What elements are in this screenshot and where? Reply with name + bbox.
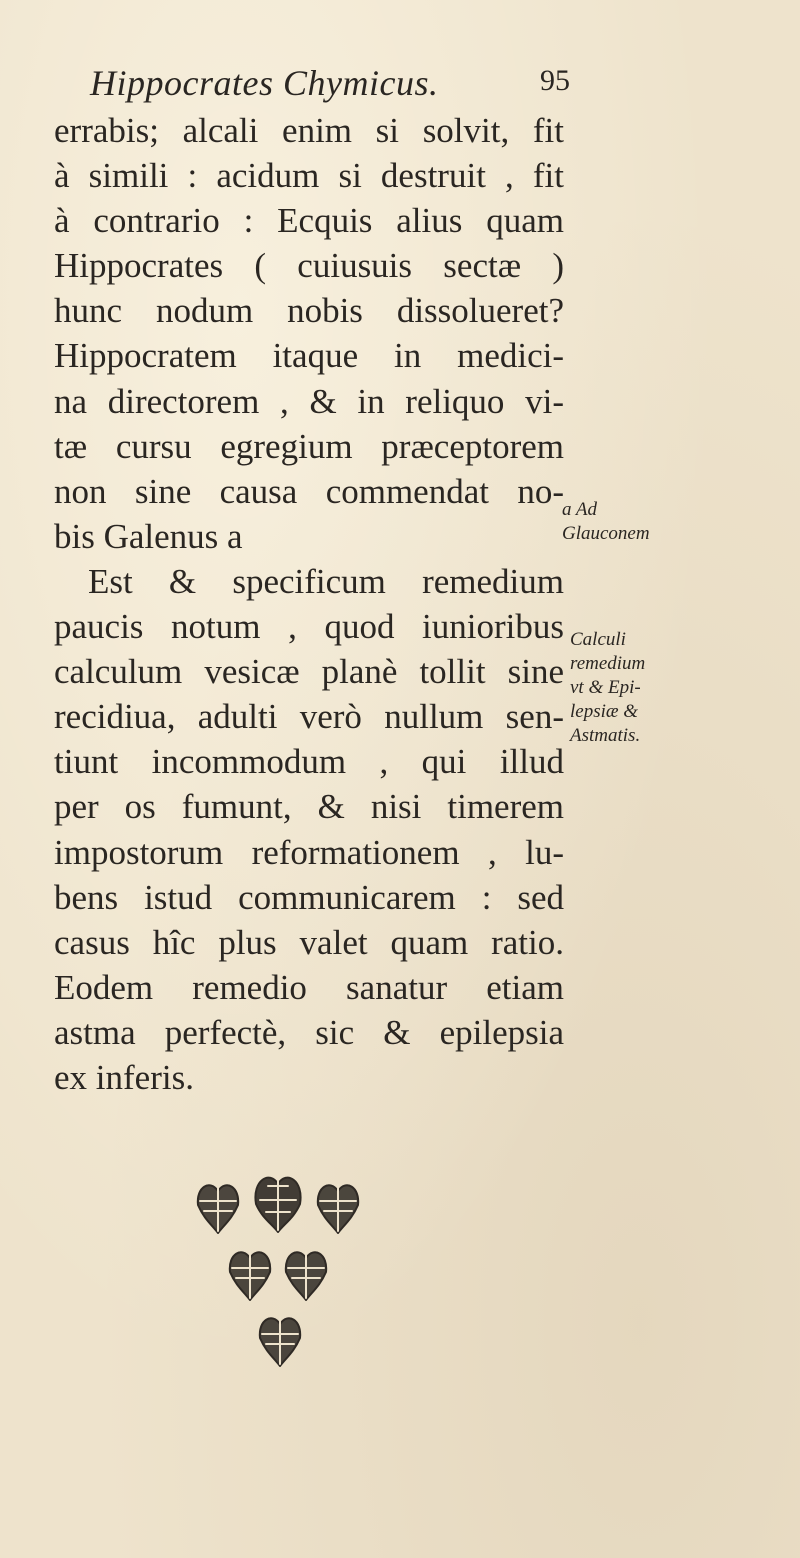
text-line: paucis notum , quod iunioribus <box>54 607 564 647</box>
text-line: non sine causa commendat no- <box>54 471 564 511</box>
text-line: errabis; alcali enim si solvit, fit <box>54 111 564 150</box>
margin-note-glauconem <box>562 498 762 546</box>
ornament-tailpiece-icon <box>188 1160 368 1380</box>
margin-note-calculi <box>562 628 762 748</box>
text-line: tæ cursu egregium præceptorem <box>54 426 564 466</box>
margin-note-line: remedium <box>570 653 646 674</box>
text-line: calculum vesicæ planè tollit sine <box>54 652 564 692</box>
text-line: recidiua, adulti verò nullum sen- <box>54 697 564 737</box>
text-line: Eodem remedio sanatur etiam <box>54 967 564 1007</box>
text-line: na directorem , & in reliquo vi- <box>54 381 564 421</box>
margin-note-line: Calculi <box>570 629 626 650</box>
body-text <box>54 108 564 1100</box>
page-number: 95 <box>540 64 570 97</box>
page-header <box>90 62 570 110</box>
text-line: astma perfectè, sic & epilepsia <box>54 1012 564 1052</box>
text-line: casus hîc plus valet quam ratio. <box>54 922 564 962</box>
margin-note-line: lepsiæ & <box>570 701 639 722</box>
text-line: per os fumunt, & nisi timerem <box>54 787 564 827</box>
running-title: Hippocrates Chymicus. <box>90 63 439 103</box>
text-line: à simili : acidum si destruit , fit <box>54 156 564 196</box>
text-line: tiunt incommodum , qui illud <box>54 742 564 782</box>
text-line: Est & specificum remedium <box>88 561 564 601</box>
text-line: Hippocrates ( cuiusuis sectæ ) <box>54 246 564 286</box>
text-line: hunc nodum nobis dissolueret? <box>54 291 564 331</box>
text-line: Hippocratem itaque in medici- <box>54 336 564 376</box>
margin-note-line: Astmatis. <box>570 725 641 746</box>
text-line: à contrario : Ecquis alius quam <box>54 201 564 241</box>
text-line: bens istud communicarem : sed <box>54 877 564 917</box>
margin-note-line: vt & Epi- <box>570 677 641 698</box>
text-line: ex inferis. <box>54 1057 194 1097</box>
text-line: impostorum reformationem , lu- <box>54 832 564 872</box>
margin-note-line: a Ad <box>562 499 598 520</box>
text-line: bis Galenus a <box>54 516 243 556</box>
margin-note-line: Glauconem <box>562 523 650 544</box>
